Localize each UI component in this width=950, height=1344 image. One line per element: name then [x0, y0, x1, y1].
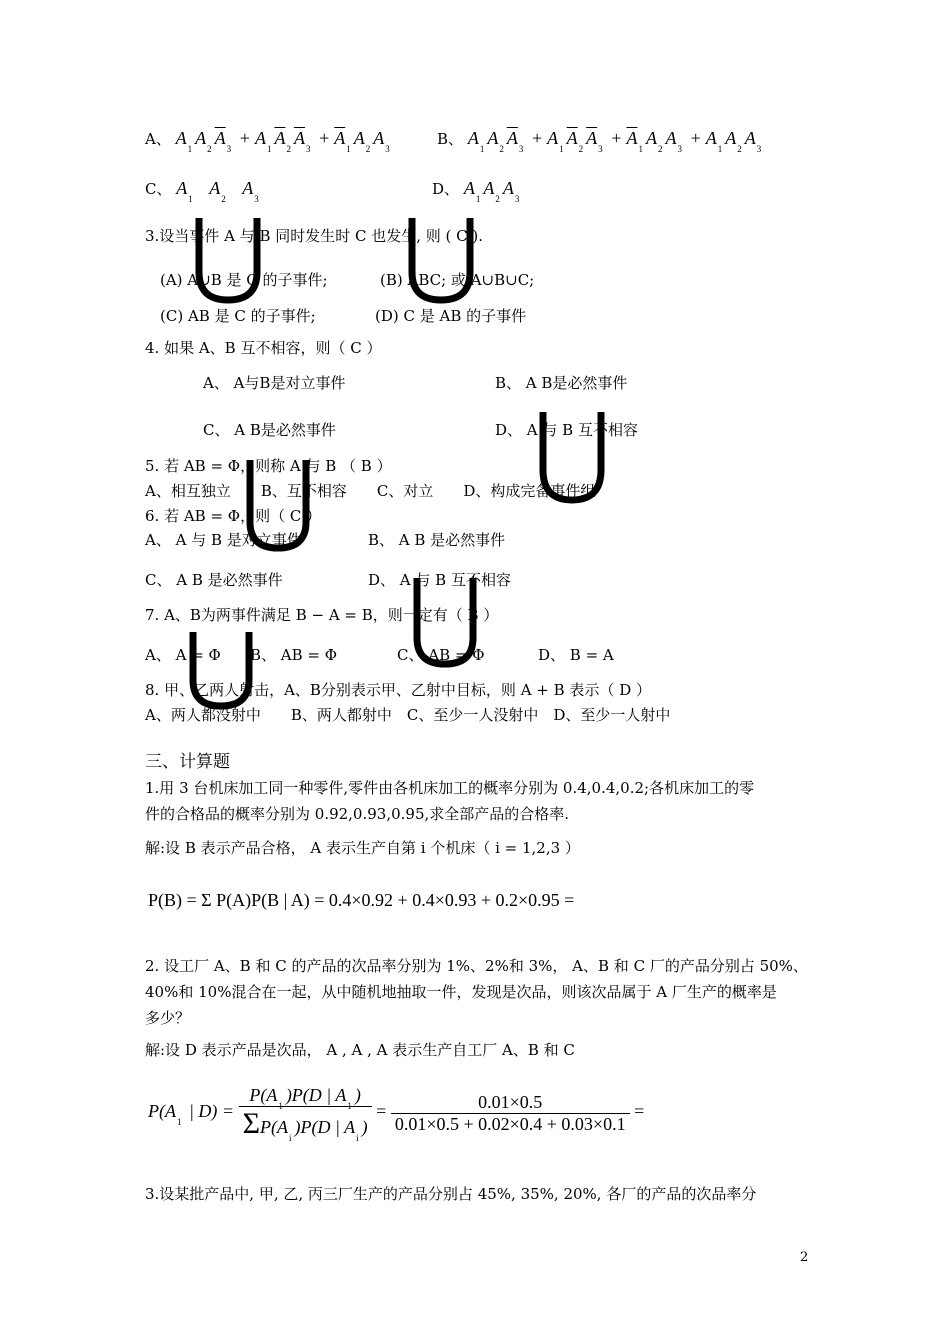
q4-option-b: B、 A B是必然事件 [495, 374, 628, 392]
q3-option-a: (A) A∪B 是 C 的子事件; [160, 271, 328, 289]
bayes-lhs-fraction: $\frac{P(A_1)P(D | A_1)}{\Sigma P(A_i)P(D | A_i)}$ [239, 1085, 372, 1141]
union-glyph-5 [417, 578, 473, 664]
problem1-line1: 1.用 3 台机床加工同一种零件,零件由各机床加工的概率分别为 0.4,0.4,0.2;各机床加工的零 [145, 779, 755, 797]
q6-option-a: A、 A 与 B 是对立事件 [145, 531, 302, 549]
problem1-solution: 解:设 B 表示产品合格， A 表示生产自第 i 个机床（ i = 1,2,3 ） [145, 839, 580, 857]
q3-option-c: (C) AB 是 C 的子事件; [160, 307, 316, 325]
q2-option-a: A、 $A_1A_2\overline{A}_3 + A_1\overline{A}_2\overline{A}_3 + \overline{A}_1A_2A_3$ [145, 128, 390, 154]
union-glyph-6 [193, 632, 249, 706]
problem2-line1: 2. 设工厂 A、B 和 C 的产品的次品率分别为 1%、2%和 3%， A、B 和 C 厂的产品分别占 50%、 [145, 957, 808, 975]
q2-option-b: B、 $A_1A_2\overline{A}_3 + A_1\overline{A}_2\overline{A}_3 + \overline{A}_1A_2A_3 + A_1A_2A_3$ [437, 128, 762, 154]
q6-stem: 6. 若 AB = Φ，则（ C ） [145, 507, 322, 525]
problem2-formula: $P(A_1$ | D) = $\frac{P(A_1)P(D | A_1)}{\Sigma P(A_i)P(D | A_i)}$ = $\frac{0.01\times 0.5}{0.01\times 0.5 + 0.02\times 0.4 + 0.03\times 0.1}$ = [148, 1085, 645, 1143]
union-glyph-4 [250, 460, 306, 548]
problem2-line3: 多少？ [145, 1009, 191, 1027]
problem1-formula: P(B) = Σ P(A)P(B | A) = 0.4×0.92 + 0.4×0.93 + 0.2×0.95 = [148, 890, 575, 910]
q5-stem: 5. 若 AB = Φ，则称 A 与 B （ B ） [145, 457, 392, 475]
q7-option-c: C、 AB = Φ [397, 646, 485, 664]
bayes-rhs-fraction: $\frac{0.01\times 0.5}{0.01\times 0.5 + 0.02\times 0.4 + 0.03\times 0.1}$ [391, 1092, 630, 1135]
q3-option-d: (D) C 是 AB 的子事件 [375, 307, 527, 325]
q7-stem: 7. A、B为两事件满足 B − A = B，则一定有（ B ） [145, 606, 499, 624]
union-glyph-1 [199, 218, 257, 300]
page-number: 2 [800, 1250, 809, 1265]
q3-option-b: (B) ABC; 或 A∪B∪C; [380, 271, 535, 289]
q6-option-c: C、 A B 是必然事件 [145, 571, 283, 589]
q7-option-d: D、 B = A [538, 646, 614, 664]
q6-option-b: B、 A B 是必然事件 [368, 531, 506, 549]
problem2-solution: 解:设 D 表示产品是次品， A , A , A 表示生产自工厂 A、B 和 C [145, 1041, 575, 1059]
q4-stem: 4. 如果 A、B 互不相容，则（ C ） [145, 339, 382, 357]
union-glyph-2 [412, 218, 470, 300]
q2-option-d: D、 $A_1A_2A_3$ [432, 178, 520, 204]
problem2-line2: 40%和 10%混合在一起，从中随机地抽取一件，发现是次品，则该次品属于 A 厂生产的概率是 [145, 983, 777, 1001]
q4-option-a: A、 A与B是对立事件 [203, 374, 346, 392]
q4-option-c: C、 A B是必然事件 [203, 421, 336, 439]
q7-option-a: A、 A = Φ [145, 646, 221, 664]
q8-options: A、两人都没射中 B、两人都射中 C、至少一人没射中 D、至少一人射中 [145, 706, 671, 724]
q3-stem: 3.设当事件 A 与 B 同时发生时 C 也发生, 则 ( C ). [145, 227, 484, 245]
union-glyph-3 [543, 412, 601, 500]
q6-option-d: D、 A 与 B 互不相容 [368, 571, 511, 589]
q2-option-c: C、 $A_1$ $A_2$ $A_3$ [145, 178, 259, 204]
section-title: 三、计算题 [145, 752, 230, 772]
problem3-line1: 3.设某批产品中, 甲, 乙, 丙三厂生产的产品分别占 45%, 35%, 20%, 各厂的产品的次品率分 [145, 1185, 757, 1203]
q7-option-b: B、 AB = Φ [250, 646, 338, 664]
q8-stem: 8. 甲、乙两人射击，A、B分别表示甲、乙射中目标，则 A + B 表示（ D ） [145, 681, 651, 699]
q4-option-d: D、 A 与 B 互不相容 [495, 421, 638, 439]
q5-options: A、相互独立 B、互不相容 C、对立 D、构成完备事件组 [145, 482, 596, 500]
problem1-line2: 件的合格品的概率分别为 0.92,0.93,0.95,求全部产品的合格率. [145, 805, 570, 823]
